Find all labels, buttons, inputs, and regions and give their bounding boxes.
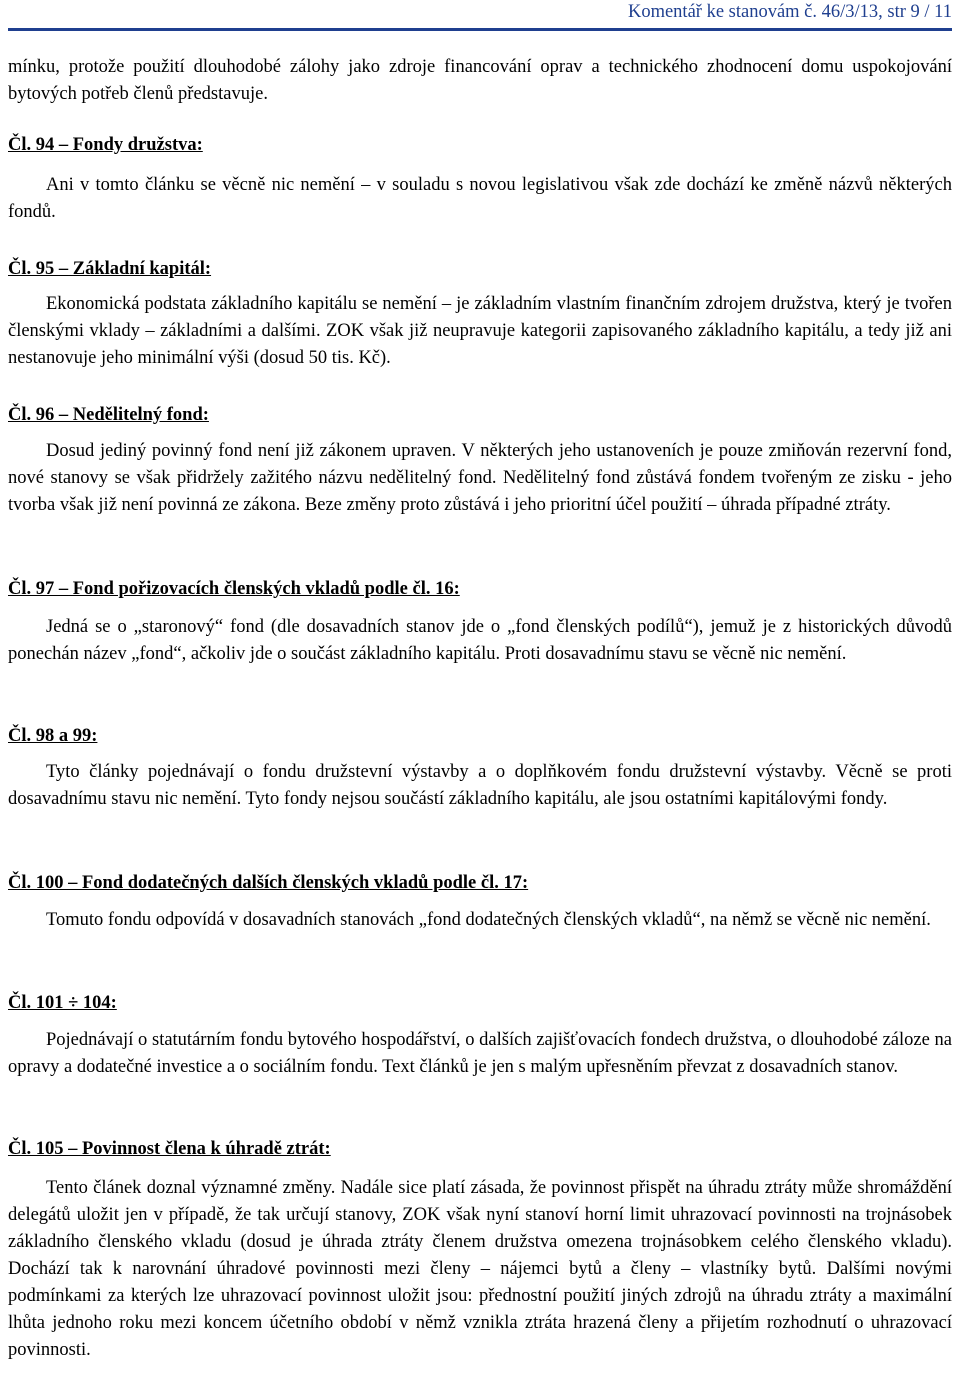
heading-article-98-99-text: Čl. 98 a 99:: [8, 726, 98, 746]
heading-article-100-text: Čl. 100 – Fond dodatečných dalších členských vkladů podle čl. 17:: [8, 873, 529, 893]
heading-article-96: [8, 402, 952, 429]
paragraph-article-98-99: Tyto články pojednávají o fondu družstevní výstavby a o doplňkovém fondu družstevní výstavby. Věcně se proti dosavadnímu stavu nic nemění. Tyto fondy nejsou součástí základního kapitálu, ale jsou ostatními kapitálovými fondy.: [8, 762, 952, 809]
heading-article-105: [8, 1136, 952, 1163]
heading-article-95: [8, 256, 952, 283]
heading-article-98-99: [8, 723, 952, 750]
heading-article-101-104-text: Čl. 101 ÷ 104:: [8, 993, 117, 1013]
heading-article-95-text: Čl. 95 – Základní kapitál:: [8, 259, 212, 279]
paragraph-article-94: Ani v tomto článku se věcně nic nemění – v souladu s novou legislativou však zde dochází ke změně názvů některých fondů.: [8, 175, 952, 222]
paragraph-article-100: Tomuto fondu odpovídá v dosavadních stanovách „fond dodatečných členských vkladů“, na němž se věcně nic nemění.: [46, 910, 931, 930]
running-header: Komentář ke stanovám č. 46/3/13, str 9 / 11: [627, 2, 952, 22]
heading-article-96-text: Čl. 96 – Nedělitelný fond:: [8, 405, 209, 425]
heading-article-101-104: [8, 990, 952, 1017]
heading-article-97-text: Čl. 97 – Fond pořizovacích členských vkladů podle čl. 16:: [8, 579, 460, 599]
heading-article-97: [8, 576, 952, 603]
heading-article-94-text: Čl. 94 – Fondy družstva:: [8, 135, 203, 155]
paragraph-article-97: Jedná se o „staronový“ fond (dle dosavadních stanov jde o „fond členských podílů“), jemuž je z historických důvodů ponechán název „fond“, ačkoliv jde o součást základního kapitálu. Proti dosavadnímu stavu se věcně nic nemění.: [8, 617, 952, 664]
paragraph-article-101-104: Pojednávají o statutárním fondu bytového hospodářství, o dalších zajišťovacích fondech družstva, o dlouhodobé záloze na opravy a dodatečné investice a o sociálním fondu. Text článků je jen s malým upřesněním převzat z dosavadních stanov.: [8, 1030, 952, 1077]
paragraph-article-95: Ekonomická podstata základního kapitálu se nemění – je základním vlastním finančním zdrojem družstva, který je tvořen členskými vklady – základními a dalšími. ZOK však již neupravuje kategorii zapisovaného základního kapitálu, a tedy již ani nestanovuje jeho minimální výši (dosud 50 tis. Kč).: [8, 294, 952, 368]
heading-article-100: [8, 870, 952, 897]
paragraph-continued: mínku, protože použití dlouhodobé zálohy jako zdroje financování oprav a technického zhodnocení domu uspokojování bytových potřeb členů představuje.: [8, 57, 952, 104]
paragraph-article-105: Tento článek doznal významné změny. Nadále sice platí zásada, že povinnost přispět na úhradu ztráty může shromáždění delegátů uložit jen v případě, že tak určují stanovy, ZOK však nyní stanoví horní limit uhrazovací povinnosti na trojnásobek základního členského vkladu (dosud je úhrada ztráty členem družstva omezena trojnásobkem celého členského vkladu). Dochází tak k narovnání úhradové povinnosti mezi členy – nájemci bytů a členy – vlastníky bytů. Dalšími novými podmínkami za kterých lze uhrazovací povinnost uložit jsou: přednostní použití jiných zdrojů na úhradu ztráty a maximální lhůta jednoho roku mezi koncem účetního období v němž vznikla ztráta hrazená členy a přijetím rozhodnutí o uhrazovací povinnosti.: [8, 1178, 952, 1360]
header-rule: [8, 28, 952, 31]
paragraph-article-96: Dosud jediný povinný fond není již zákonem upraven. V některých jeho ustanoveních je pouze zmiňován rezervní fond, nové stanovy se však přidržely zažitého názvu nedělitelný fond. Nedělitelný fond zůstává fondem tvořeným ze zisku - jeho tvorba však již není povinná ze zákona. Beze změny proto zůstává i jeho prioritní účel použití – úhrada případné ztráty.: [8, 441, 952, 515]
heading-article-105-text: Čl. 105 – Povinnost člena k úhradě ztrát:: [8, 1139, 331, 1159]
heading-article-94: [8, 132, 952, 159]
